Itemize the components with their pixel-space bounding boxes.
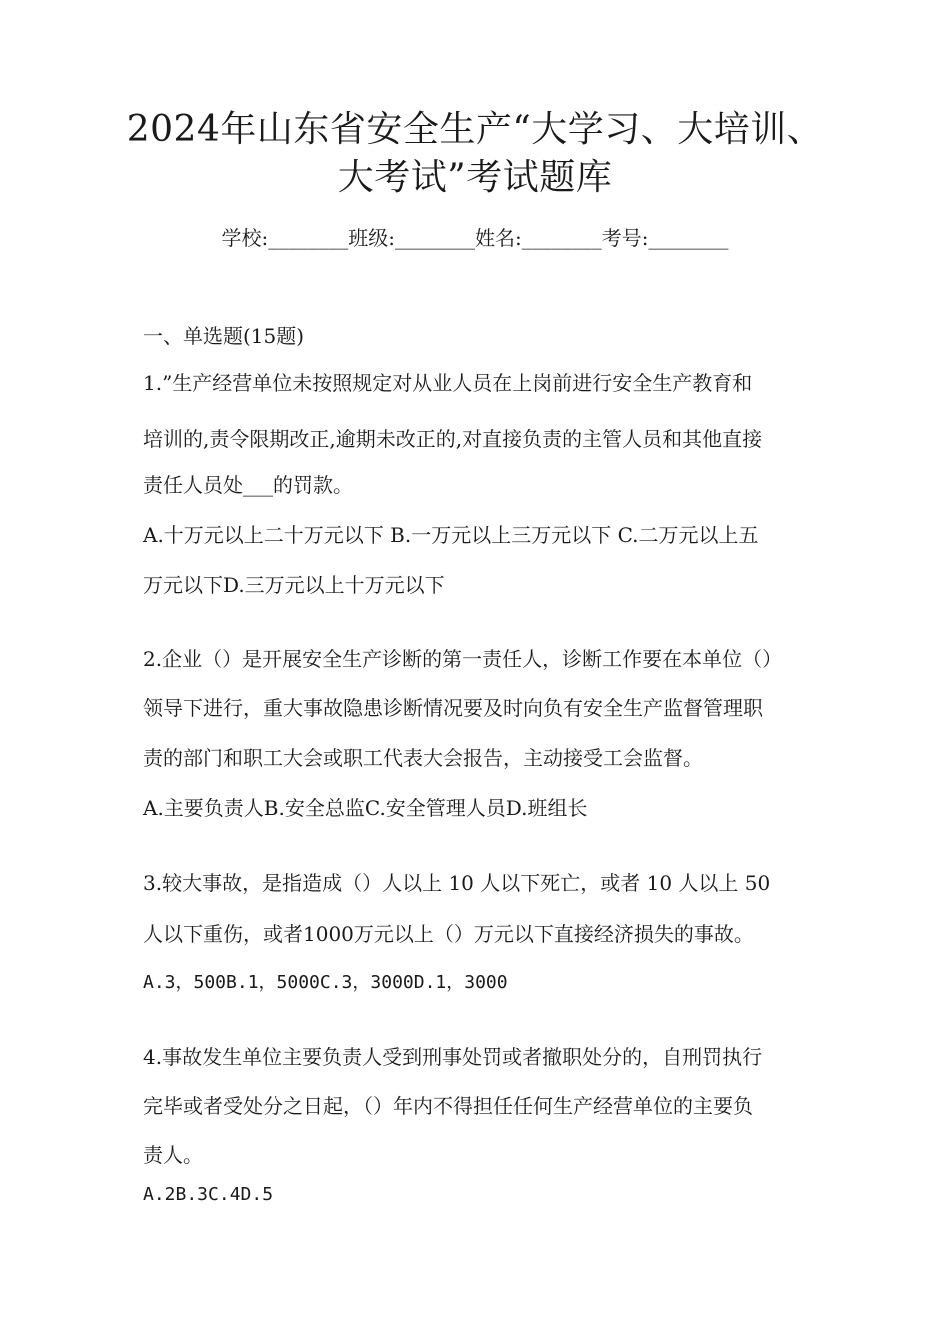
question-2-line-3: 责的部门和职工大会或职工代表大会报告，主动接受工会监督。: [143, 746, 703, 770]
question-2-line-1: 2.企业（）是开展安全生产诊断的第一责任人，诊断工作要在本单位（）: [143, 647, 783, 671]
question-1-line-1: 1.”生产经营单位未按照规定对从业人员在上岗前进行安全生产教育和: [143, 371, 753, 395]
document-title-line-2: 大考试”考试题库: [337, 157, 613, 198]
section-heading: 一、单选题(15题): [143, 324, 305, 348]
question-4-line-3: 责人。: [143, 1143, 203, 1167]
question-3-line-2: 人以下重伤，或者1000万元以上（）万元以下直接经济损失的事故。: [143, 922, 754, 946]
document-title-line-1: 2024年山东省安全生产“大学习、大培训、: [126, 109, 824, 150]
question-1-line-3: 责任人员处___的罚款。: [143, 473, 353, 497]
question-4-options: A.2B.3C.4D.5: [143, 1184, 274, 1205]
question-4-line-1: 4.事故发生单位主要负责人受到刑事处罚或者撤职处分的，自刑罚执行: [143, 1045, 763, 1069]
question-1-options-line-1: A.十万元以上二十万元以下 B.一万元以上三万元以下 C.二万元以上五: [143, 523, 759, 547]
question-1-line-2: 培训的,责令限期改正,逾期未改正的,对直接负责的主管人员和其他直接: [143, 427, 763, 451]
question-3-line-1: 3.较大事故，是指造成（）人以上 10 人以下死亡，或者 10 人以上 50: [143, 871, 771, 895]
question-1-options-line-2: 万元以下D.三万元以上十万元以下: [143, 573, 445, 597]
student-info-line: 学校:________班级:________姓名:________考号:________: [221, 226, 729, 250]
question-3-options: A.3，500B.1，5000C.3，3000D.1，3000: [143, 972, 508, 993]
question-4-line-2: 完毕或者受处分之日起，（）年内不得担任任何生产经营单位的主要负: [143, 1094, 753, 1118]
question-2-options: A.主要负责人B.安全总监C.安全管理人员D.班组长: [143, 796, 588, 820]
question-2-line-2: 领导下进行，重大事故隐患诊断情况要及时向负有安全生产监督管理职: [143, 696, 763, 720]
